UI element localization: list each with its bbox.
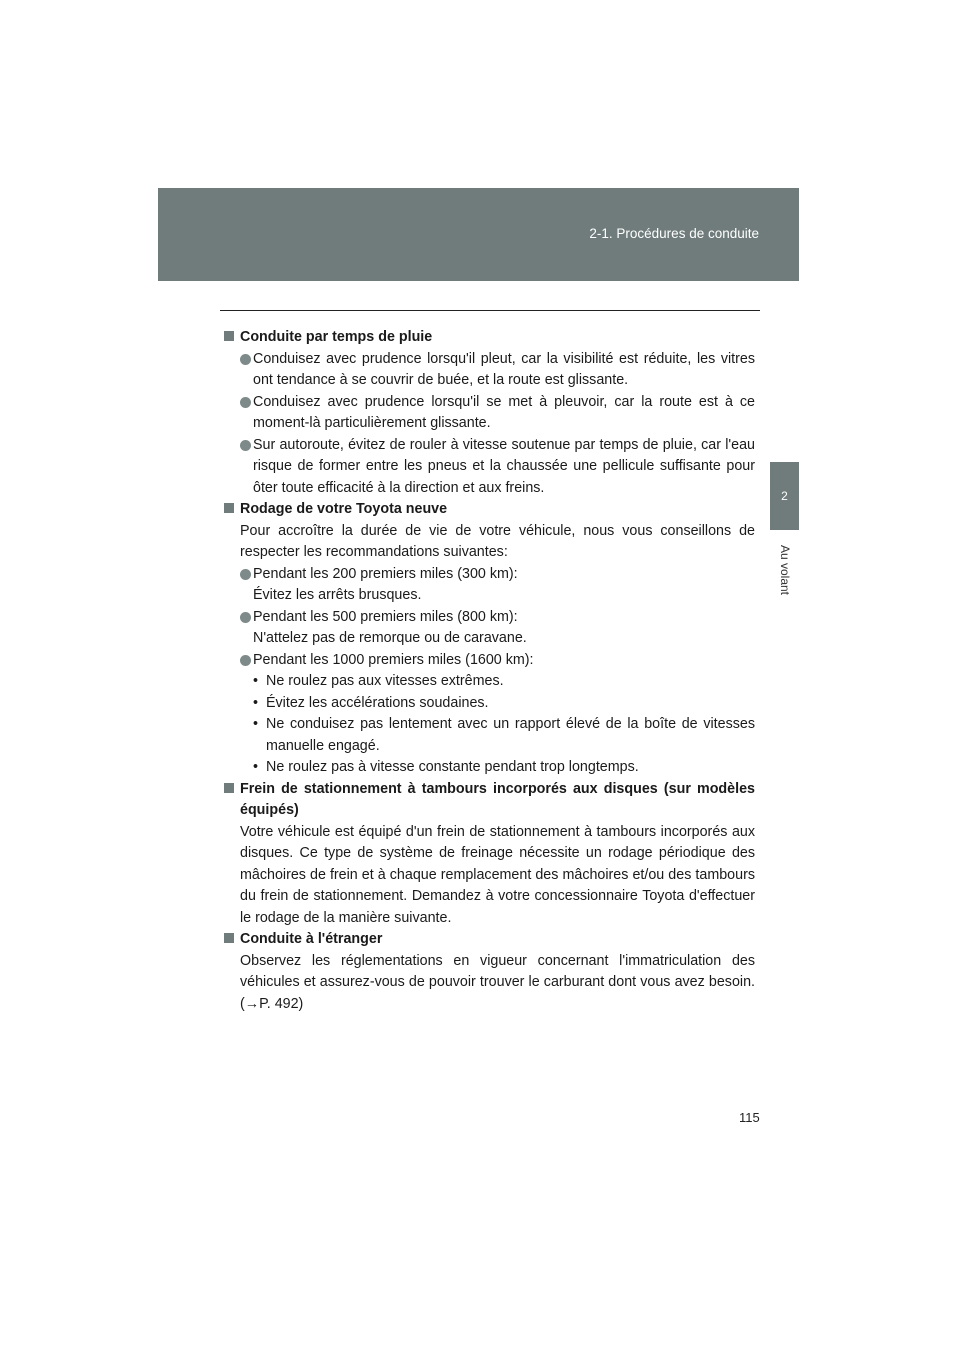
square-marker-icon <box>224 783 234 793</box>
heading-abroad <box>224 929 755 951</box>
sub-list-item <box>224 714 755 757</box>
list-item <box>224 650 755 672</box>
page-reference-link[interactable]: P. 492) <box>259 995 304 1012</box>
list-item-text: Conduisez avec prudence lorsqu'il pleut, car la visibilité est réduite, les vitres ont tendance à se couvrir de buée, et la route est glissante. <box>253 350 755 388</box>
chapter-label: Au volant <box>778 544 792 596</box>
abroad-body-text: Observez les réglementations en vigueur concernant l'immatriculation des véhicules et assurez-vous de pouvoir trouver le carburant dont vous avez besoin. ( <box>240 952 755 1012</box>
page-content <box>224 327 755 1015</box>
section-title: 2-1. Procédures de conduite <box>589 226 759 241</box>
sub-list-item-text: Ne conduisez pas lentement avec un rapport élevé de la boîte de vitesses manuelle engagé. <box>266 716 755 754</box>
sub-list-item-text: Évitez les accélérations soudaines. <box>266 694 489 711</box>
bullet-dot-icon <box>240 354 251 365</box>
list-item <box>224 349 755 392</box>
list-item <box>224 392 755 435</box>
list-item-text: Conduisez avec prudence lorsqu'il se met à pleuvoir, car la route est à ce moment-là particulièrement glissante. <box>253 393 755 431</box>
sub-bullet-marker: • <box>253 716 259 732</box>
heading-breakin-text: Rodage de votre Toyota neuve <box>240 501 448 517</box>
square-marker-icon <box>224 933 234 943</box>
sub-bullet-marker: • <box>253 694 259 711</box>
list-item <box>224 564 755 607</box>
square-marker-icon <box>224 503 234 513</box>
sub-bullet-marker: • <box>253 673 259 689</box>
heading-drum-brake <box>224 779 755 822</box>
chapter-number: 2 <box>781 489 788 503</box>
sub-list-item-text: Ne roulez pas aux vitesses extrêmes. <box>266 673 504 689</box>
sub-list-item <box>224 757 755 779</box>
list-item <box>224 607 755 650</box>
sub-list-item <box>224 693 755 715</box>
list-item-text: Pendant les 500 premiers miles (800 km): <box>253 608 518 625</box>
heading-breakin <box>224 499 755 521</box>
top-rule <box>220 310 760 311</box>
list-item <box>224 435 755 500</box>
bullet-dot-icon <box>240 612 251 623</box>
heading-rain-text: Conduite par temps de pluie <box>240 329 433 345</box>
bullet-dot-icon <box>240 397 251 408</box>
abroad-body <box>224 951 755 1016</box>
heading-rain <box>224 327 755 349</box>
square-marker-icon <box>224 331 234 341</box>
list-item-text: Pendant les 1000 premiers miles (1600 km): <box>253 651 534 668</box>
section-header-bar <box>158 188 799 281</box>
breakin-intro: Pour accroître la durée de vie de votre véhicule, nous vous conseillons de respecter les recommandations suivantes: <box>240 522 755 560</box>
bullet-dot-icon <box>240 655 251 666</box>
heading-drum-brake-text: Frein de stationnement à tambours incorporés aux disques (sur modèles équipés) <box>240 780 755 818</box>
chapter-label-container <box>776 535 794 605</box>
sub-list-item <box>224 671 755 693</box>
page-number: 115 <box>739 1110 760 1125</box>
bullet-dot-icon <box>240 569 251 580</box>
bullet-dot-icon <box>240 440 251 451</box>
list-item-subtext: N'attelez pas de remorque ou de caravane. <box>253 630 527 646</box>
drum-brake-body: Votre véhicule est équipé d'un frein de stationnement à tambours incorporés aux disques. Ce type de système de freinage nécessite un rodage périodique des mâchoires de frein et à chaque remplacement des mâchoires et/ou des tambours du frein de stationnement. Demandez à votre concessionnaire Toyota d'effectuer le rodage de la manière suivante. <box>240 823 755 926</box>
sub-list-item-text: Ne roulez pas à vitesse constante pendant trop longtemps. <box>266 759 639 775</box>
list-item-text: Pendant les 200 premiers miles (300 km): <box>253 565 518 582</box>
list-item-subtext: Évitez les arrêts brusques. <box>253 587 422 603</box>
arrow-right-icon: → <box>244 995 260 1012</box>
sub-bullet-marker: • <box>253 759 259 775</box>
chapter-tab <box>770 462 799 530</box>
list-item-text: Sur autoroute, évitez de rouler à vitesse soutenue par temps de pluie, car l'eau risque de former entre les pneus et la chaussée une pellicule suffisante pour ôter toute efficacité à la direction et aux freins. <box>253 436 755 496</box>
heading-abroad-text: Conduite à l'étranger <box>240 931 383 947</box>
